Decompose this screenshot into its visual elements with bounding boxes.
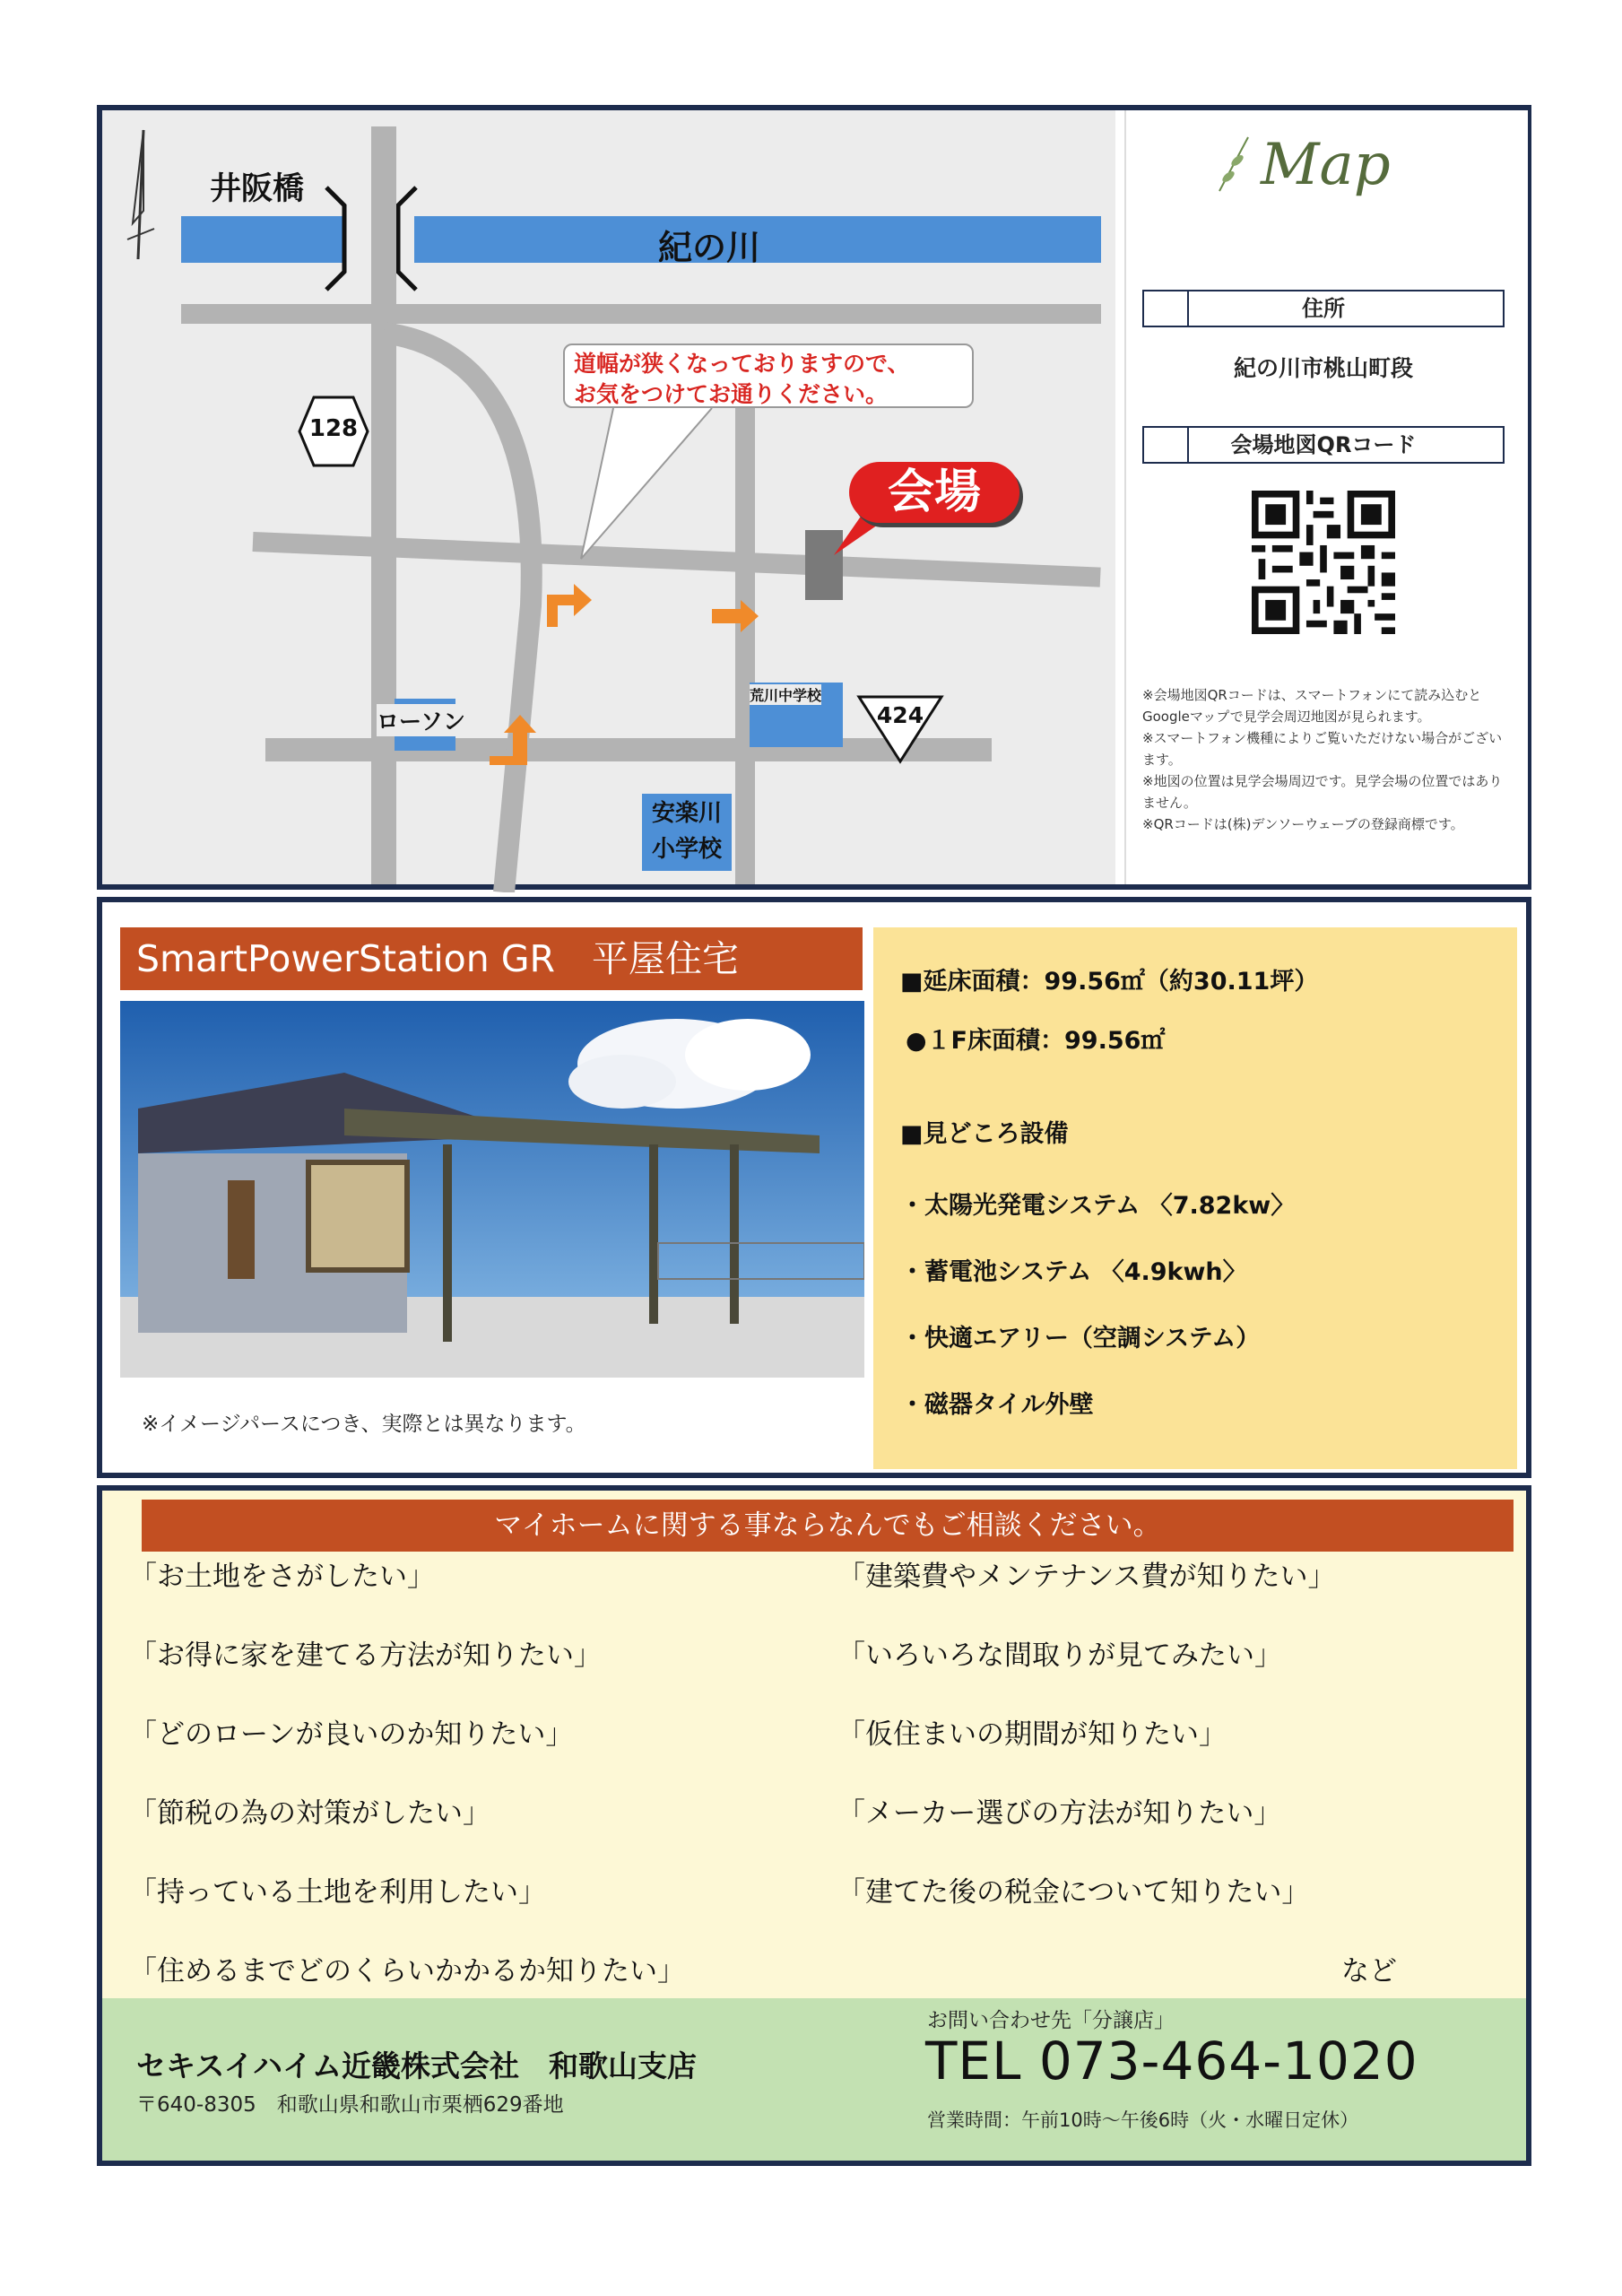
contact-footer	[102, 1998, 1526, 2161]
wish-right-5: 「建てた後の税金について知りたい」	[837, 1876, 1310, 1909]
venue-badge: 会場	[849, 462, 1019, 523]
up-arrow-icon	[486, 713, 540, 767]
turn-arrow-icon	[538, 577, 595, 631]
river-label: 紀の川	[658, 228, 761, 267]
total-floor-area: ■延床面積：99.56㎡（約30.11坪）	[900, 968, 1319, 996]
address-value: 紀の川市桃山町段	[1233, 355, 1413, 381]
address-title	[1142, 290, 1505, 327]
wish-left-6: 「住めるまでどのくらいかかるか知りたい」	[129, 1955, 685, 1987]
qr-note-4: ※QRコードは(株)デンソーウェーブの登録商標です。	[1142, 816, 1464, 832]
consult-panel	[97, 1485, 1531, 2166]
wish-left-2: 「お得に家を建てる方法が知りたい」	[129, 1639, 602, 1672]
wish-left-4: 「節税の為の対策がしたい」	[129, 1797, 490, 1830]
route-424-label: 424	[876, 702, 924, 728]
qr-notes	[1142, 684, 1510, 835]
right-arrow-icon	[708, 598, 762, 634]
wish-left-5: 「持っている土地を利用したい」	[129, 1876, 546, 1909]
map-sidebar	[1124, 110, 1528, 884]
wish-left-1: 「お土地をさがしたい」	[129, 1561, 435, 1593]
consult-heading: マイホームに関する事ならなんでもご相談ください。	[142, 1500, 1514, 1552]
wish-right-2: 「いろいろな間取りが見てみたい」	[837, 1639, 1282, 1672]
map-logo: Map	[1261, 132, 1391, 198]
elementary-label-1: 安楽川	[651, 800, 722, 827]
elementary-label-2: 小学校	[651, 836, 722, 863]
callout-line-2: お気をつけてお通りください。	[574, 381, 889, 407]
house-panel	[97, 897, 1531, 1478]
business-hours: 営業時間：午前10時～午後6時（火・水曜日定休）	[927, 2109, 1359, 2131]
feature-solar: ・太陽光発電システム 〈7.82kw〉	[900, 1192, 1296, 1220]
wish-right-4: 「メーカー選びの方法が知りたい」	[837, 1797, 1282, 1830]
qr-note-2: ※スマートフォン機種によりご覧いただけない場合がございます。	[1142, 730, 1503, 768]
image-caption: ※イメージパースにつき、実際とは異なります。	[142, 1413, 586, 1436]
road-top	[181, 304, 1101, 324]
address-title-text: 住所	[1302, 296, 1345, 321]
north-arrow-icon	[124, 125, 160, 268]
house-rendering-image	[120, 1001, 864, 1378]
feature-battery: ・蓄電池システム 〈4.9kwh〉	[900, 1258, 1247, 1286]
lawson-label: ローソン	[377, 704, 465, 736]
wish-right-1: 「建築費やメンテナンス費が知りたい」	[837, 1561, 1336, 1593]
contact-label: お問い合わせ先「分譲店」	[927, 2009, 1175, 2032]
road-curve	[371, 318, 551, 892]
qr-title-text: 会場地図QRコード	[1230, 432, 1417, 457]
spec-box	[873, 927, 1517, 1469]
access-map	[102, 110, 1115, 884]
feature-airy: ・快適エアリー（空調システム）	[900, 1325, 1261, 1352]
qr-title	[1142, 426, 1505, 464]
callout-line-1: 道幅が狭くなっておりますので、	[574, 351, 910, 377]
wish-right-3: 「仮住まいの期間が知りたい」	[837, 1718, 1227, 1751]
house-title: SmartPowerStation GR 平屋住宅	[120, 927, 863, 990]
elementary-school-marker	[642, 794, 732, 871]
narrow-road-callout	[563, 344, 974, 408]
qr-note-3: ※地図の位置は見学会場周辺です。見学会場の位置ではありません。	[1142, 773, 1503, 811]
phone-number[interactable]: TEL 073-464-1020	[925, 2031, 1418, 2092]
highlights-heading: ■見どころ設備	[900, 1120, 1069, 1148]
company-name: セキスイハイム近畿株式会社 和歌山支店	[136, 2048, 698, 2083]
route-128-label: 128	[308, 415, 359, 442]
feature-tile: ・磁器タイル外壁	[900, 1391, 1094, 1419]
map-panel	[97, 105, 1531, 890]
leaf-sprig-icon	[1216, 128, 1252, 200]
junior-high-label: 荒川中学校	[750, 684, 821, 705]
qr-note-1: ※会場地図QRコードは、スマートフォンにて読み込むとGoogleマップで見学会周辺地図が見られます。	[1142, 687, 1482, 725]
callout-pointer	[577, 406, 757, 568]
company-address: 〒640-8305 和歌山県和歌山市栗栖629番地	[136, 2093, 564, 2117]
qr-code-icon[interactable]	[1252, 491, 1395, 634]
bridge-label: 井阪橋	[210, 171, 305, 207]
first-floor-area: ●１F床面積：99.56㎡	[906, 1027, 1166, 1055]
wish-left-3: 「どのローンが良いのか知りたい」	[129, 1718, 574, 1751]
wish-etc: など	[1341, 1955, 1397, 1987]
